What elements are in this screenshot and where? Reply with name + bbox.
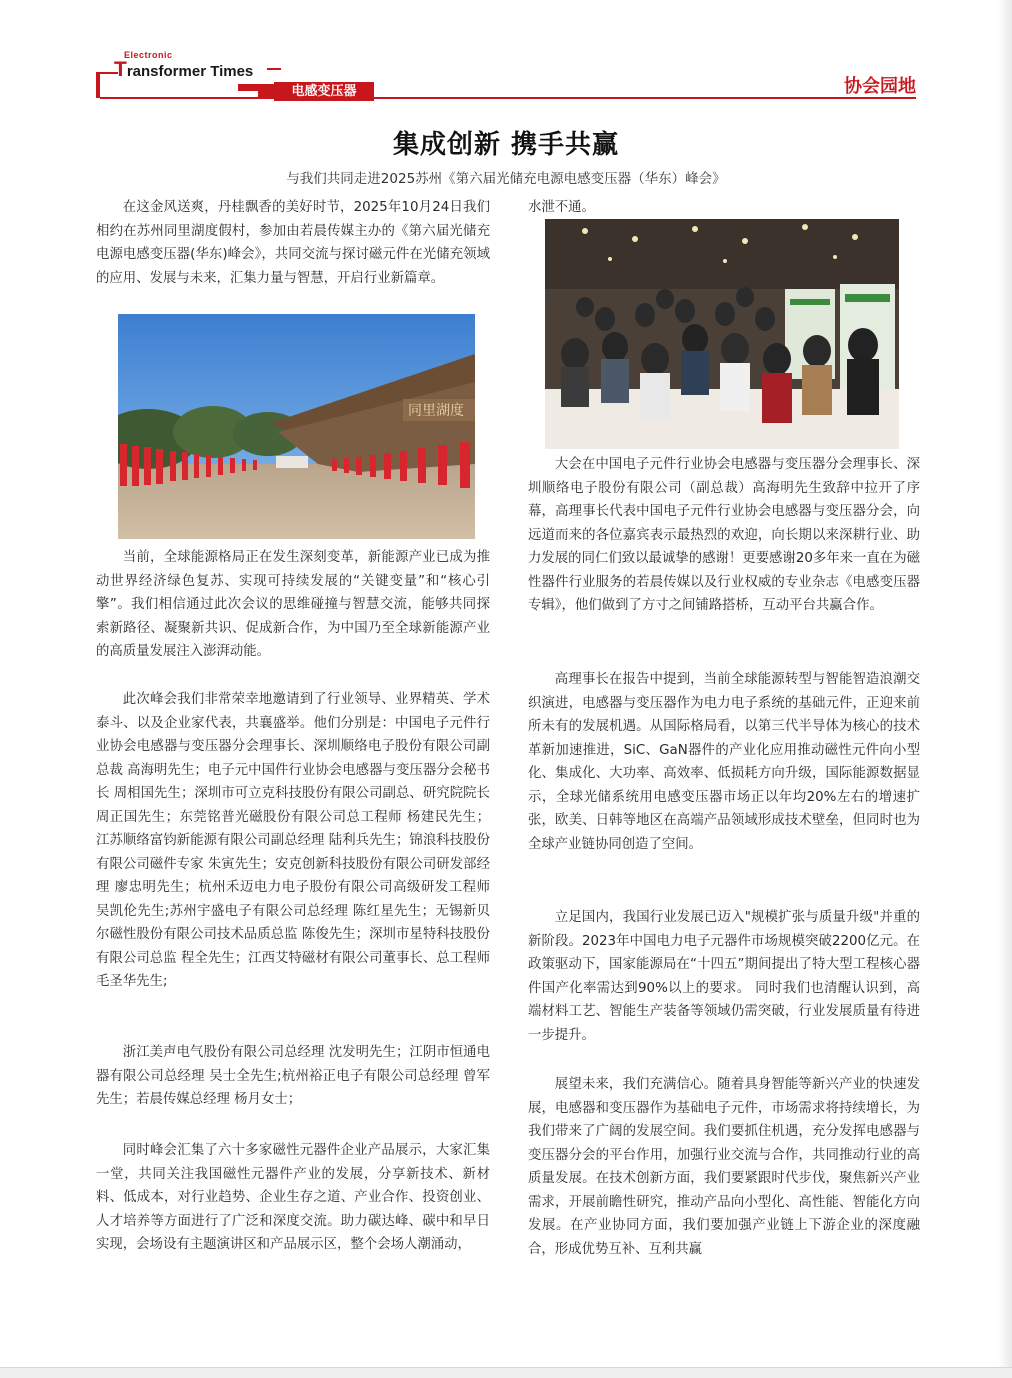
- article-title: 集成创新 携手共赢: [392, 130, 620, 160]
- header-bracket: [96, 72, 100, 98]
- magazine-title: [114, 58, 253, 82]
- paragraph-future: 展望未来，我们充满信心。随着具身智能等新兴产业的快速发展，电感器和变压器作为基础电子元件，市场需求将持续增长，为我们带来了广阔的发展空间。我们要抓住机遇，充分发挥电感器与变压器分会的平台作用，加强行业交流与合作，共同推动行业的高质量发展。在技术创新方面，我们要紧跟时代步伐，聚焦新兴产业需求，开展前瞻性研究，推动产品向小型化、高性能、智能化方向发展。在产业协同方面，我们要加强产业链上下游企业的深度融合，形成优势互补、互利共赢: [528, 1077, 920, 1257]
- section-label: 协会园地: [844, 76, 916, 97]
- paragraph-global-outlook: 高理事长在报告中提到，当前全球能源转型与智能智造浪潮交织演进，电感器与变压器作为电力电子系统的基础元件，正迎来前所未有的发展机遇。从国际格局看，以第三代半导体为核心的技术革新加速推进，SiC、GaN器件的产业化应用推动磁性元件向小型化、集成化、大功率、高效率、低损耗方向升级，国际能源数据显示，全球光储系统用电感变压器市场正以年均20%左右的增速扩张，欧美、日韩等地区在高端产品领域形成技术壁垒，但同时也为全球产业链协同创造了空间。: [528, 672, 920, 852]
- paragraph-guests: 此次峰会我们非常荣幸地邀请到了行业领导、业界精英、学术泰斗、以及企业家代表，共襄盛举。他们分别是：中国电子元件行业协会电感器与变压器分会理事长、深圳顺络电子股份有限公司副总裁 高海明先生；电子元中国件行业协会电感器与变压器分会秘书长 周相国先生；深圳市可立克科技股份有限公司副总、研究院院长 周正国先生；东莞铭普光磁股份有限公司总工程师 杨建民先生； 江苏顺络富钧新能源有限公司副总经理 陆利兵先生；锦浪科技股份有限公司磁件专家 朱寅先生；安克创新科技股份有限公司研发部经理 廖忠明先生；杭州禾迈电力电子股份有限公司高级研发工程师 吴凯伦先生;苏州宇盛电子有限公司总经理 陈红星先生；无锡新贝尔磁性股份有限公司技术品质总监 陈俊先生；深圳市星特科技股份有限公司总监 程全先生；江西艾特磁材有限公司董事长、总工程师 毛圣华先生;: [96, 692, 490, 989]
- header-dash: [267, 68, 281, 70]
- paragraph-guests-cont: 浙江美声电气股份有限公司总经理 沈发明先生；江阴市恒通电器有限公司总经理 吴士全先生;杭州裕正电子有限公司总经理 曾军先生；若晨传媒总经理 杨月女士；: [96, 1045, 490, 1107]
- paragraph-intro: 在这金风送爽，丹桂飘香的美好时节，2025年10月24日我们相约在苏州同里湖度假村，参加由若晨传媒主办的《第六届光储充电源电感变压器(华东)峰会》，共同交流与探讨磁元件在光储充领域的应用、发展与未来，汇集力量与智慧，开启行业新篇章。: [96, 200, 490, 286]
- audience-photo: [545, 219, 899, 449]
- venue-photo: [118, 314, 475, 539]
- magazine-cn-tab: 电感变压器: [274, 82, 374, 101]
- audience-photo-graphic: [545, 219, 899, 449]
- article-subtitle: 与我们共同走进2025苏州《第六届光储充电源电感变压器（华东）峰会》: [286, 171, 726, 187]
- header-step-decor: [238, 84, 258, 91]
- page-bottom-edge: [0, 1367, 1012, 1378]
- paragraph-exhibition-end: 水泄不通。: [528, 200, 595, 215]
- venue-photo-graphic: [118, 314, 475, 539]
- magazine-subtitle: Electronic: [124, 50, 173, 60]
- page-edge: [998, 0, 1012, 1378]
- paragraph-exhibition: 同时峰会汇集了六十多家磁性元器件企业产品展示，大家汇集一堂，共同关注我国磁性元器件产业的发展，分享新技术、新材料、低成本，对行业趋势、企业生存之道、产业合作、投资创业、人才培养等方面进行了广泛和深度交流。助力碳达峰、碳中和早日实现，会场设有主题演讲区和产品展示区，整个会场人潮涌动，: [96, 1143, 490, 1252]
- header-rule: [100, 97, 916, 99]
- magazine-title-rest: ransformer Times: [126, 63, 254, 80]
- paragraph-context: 当前，全球能源格局正在发生深刻变革，新能源产业已成为推动世界经济绿色复苏、实现可持续发展的“关键变量”和“核心引擎”。我们相信通过此次会议的思维碰撞与智慧交流，能够共同探索新路径、凝聚新共识、促成新合作，为中国乃至全球新能源产业的高质量发展注入澎湃动能。: [96, 550, 490, 659]
- magazine-title-initial: T: [114, 58, 127, 81]
- paragraph-opening-speech: 大会在中国电子元件行业协会电感器与变压器分会理事长、深圳顺络电子股份有限公司（副总裁）高海明先生致辞中拉开了序幕，高理事长代表中国电子元件行业协会电感器与变压器分会，向远道而来的各位嘉宾表示最热烈的欢迎，向长期以来深耕行业、助力发展的同仁们致以最诚挚的感谢！更要感谢20多年来一直在为磁性器件行业服务的若晨传媒以及行业权威的专业杂志《电感变压器专辑》，他们做到了方寸之间铺路搭桥，互动平台共赢合作。: [528, 457, 920, 613]
- paragraph-domestic: 立足国内，我国行业发展已迈入"规模扩张与质量升级"并重的新阶段。2023年中国电力电子元器件市场规模突破2200亿元。在政策驱动下，国家能源局在“十四五”期间提出了特大型工程核心器件国产化率需达到90%以上的要求。 同时我们也清醒认识到，高端材料工艺、智能生产装备等领域仍需突破，行业发展质量有待进一步提升。: [528, 910, 920, 1043]
- venue-sign-text: 同里湖度: [408, 403, 464, 419]
